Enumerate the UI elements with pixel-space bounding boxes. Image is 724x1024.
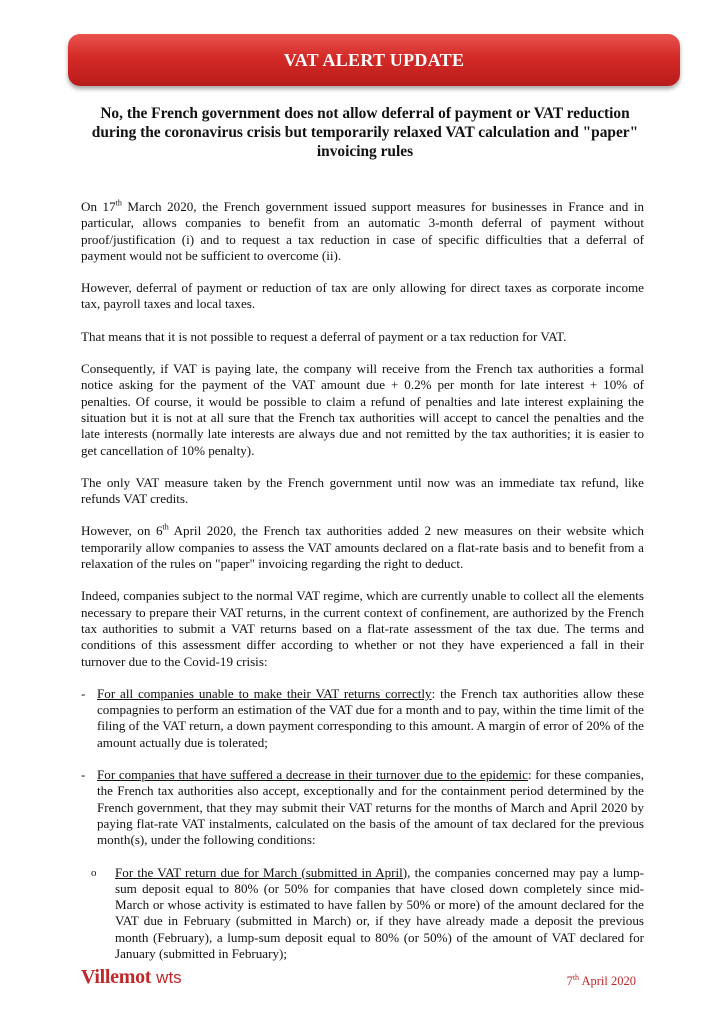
list-item-title: For companies that have suffered a decrease in their turnover due to the epidemic [97, 767, 528, 783]
list-item-title: For all companies unable to make their VAT returns correctly [97, 685, 432, 701]
dash-bullet: - [81, 685, 86, 701]
sub-list-item [81, 865, 644, 963]
document-body [81, 199, 644, 978]
paragraph-7: Indeed, companies subject to the normal VAT regime, which are currently unable to collect all the elements necessary to prepare their VAT returns, in the current context of confinement, are authorized by the French tax authorities to submit a VAT returns based on a flat-rate assessment of the tax due. The terms and conditions of this assessment differ according to whether or not they have experienced a fall in their turnover due to the Covid-19 crisis: [81, 588, 644, 669]
logo-main-text: Villemot [81, 966, 152, 988]
logo-sub-text: wts [156, 968, 182, 987]
list-item-text: : for these companies, the French tax authorities also accept, exceptionally and for the containment period determined by the French government, that they may submit their VAT returns for the months of March and April 2020 by paying flat-rate VAT instalments, calculated on the basis of the amount of tax declared for the previous month(s), under the following conditions: [97, 767, 644, 848]
paragraph-2: However, deferral of payment or reduction of tax are only allowing for direct taxes as corporate income tax, payroll taxes and local taxes. [81, 280, 644, 312]
paragraph-4: Consequently, if VAT is paying late, the company will receive from the French tax authorities a formal notice asking for the payment of the VAT amount due + 0.2% per month for late interest + 10% of penalties. Of course, it would be possible to claim a refund of penalties and late interest explaining the situation but it is not at all sure that the French tax authorities will accept to cancel the penalties and the late interests (normally late interests are always due and not remitted by the tax authorities; it is easier to get cancellation of 10% penalty). [81, 361, 644, 458]
list-item [81, 686, 644, 751]
sub-list-item-text: , the companies concerned may pay a lump-sum deposit equal to 80% (or 50% for companies that have closed down completely since mid-March or whose activity is estimated to have fallen by 50% or more) of the amount declared for the VAT due in February (submitted in March) or, if they have already made a deposit the previous month (February), a lump-sum deposit equal to 80% (or 50%) of the amount of VAT declared for January (submitted in February); [115, 864, 644, 961]
circle-bullet: o [91, 866, 97, 879]
list-item [81, 767, 644, 848]
list-item-text: : the French tax authorities allow these compagnies to perform an estimation of the VAT due for a month and to pay, within the time limit of the filing of the VAT return, a down payment corresponding to this amount. A margin of error of 20% of the amount actually due is tolerated; [97, 685, 644, 750]
paragraph-6: However, on 6th April 2020, the French tax authorities added 2 new measures on their website which temporarily allow companies to assess the VAT amounts declared on a flat-rate basis and to benefit from a relaxation of the rules on "paper" invoicing regarding the right to deduct. [81, 523, 644, 572]
paragraph-5: The only VAT measure taken by the French government until now was an immediate tax refund, like refunds VAT credits. [81, 474, 644, 507]
title-banner [68, 34, 680, 86]
footer-date: 7th April 2020 [566, 972, 636, 988]
paragraph-3: That means that it is not possible to request a deferral of payment or a tax reduction for VAT. [81, 328, 567, 344]
headline: No, the French government does not allow deferral of payment or VAT reduction during the coronavirus crisis but temporarily relaxed VAT calculation and "paper" invoicing rules [91, 105, 639, 160]
villemot-logo [81, 966, 182, 989]
paragraph-1: On 17th March 2020, the French government issued support measures for businesses in France and in particular, allows companies to benefit from an automatic 3-month deferral of payment without proof/justification (i) and to request a tax reduction in case of specific difficulties that a deferral of payment would not be sufficient to overcome (ii). [81, 198, 645, 263]
sub-list-item-title: For the VAT return due for March (submitted in April) [115, 864, 408, 880]
dash-bullet: - [81, 767, 86, 783]
banner-title: VAT ALERT UPDATE [283, 49, 465, 70]
